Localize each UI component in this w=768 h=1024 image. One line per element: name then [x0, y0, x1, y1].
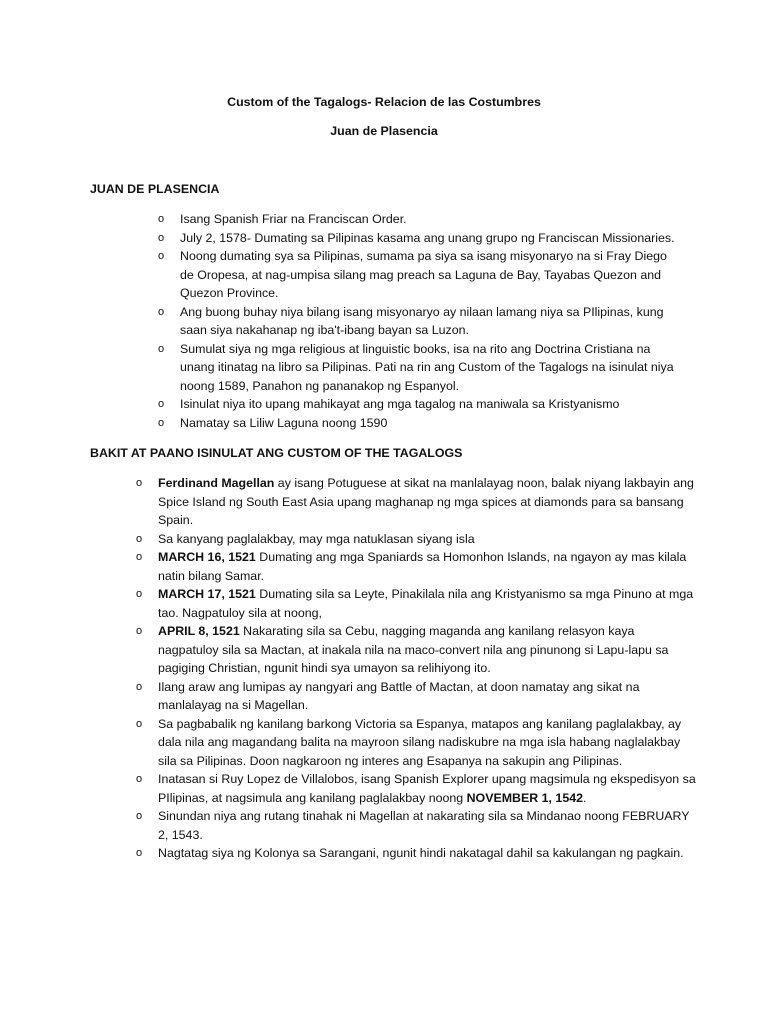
- list-item-text: Sa pagbabalik ng kanilang barkong Victoria sa Espanya, matapos ang kanilang paglalakbay, ay dala nila ang magandang balita na mayroon silang nadiskubre na mga isla habang naglalakbay sila sa Pilipinas. Doon nagkaroon ng interes ang Esapanya na sakupin ang Pilipinas.: [158, 716, 682, 768]
- list-item-bold-text: MARCH 17, 1521: [158, 587, 256, 601]
- bullet-icon: o: [158, 416, 165, 429]
- bullet-icon: o: [136, 551, 143, 563]
- list-item: [136, 770, 696, 807]
- bullet-icon: o: [158, 250, 165, 262]
- bullet-icon: o: [158, 398, 165, 410]
- list-item-text: Namatay sa Liliw Laguna noong 1590: [180, 415, 388, 430]
- list-item: [136, 678, 696, 715]
- list-item: [158, 395, 678, 414]
- bullet-list-bakit-at-paano: [136, 474, 696, 863]
- list-item-text: Isinulat niya ito upang mahikayat ang mga tagalog na maniwala sa Kristyanismo: [180, 397, 620, 411]
- list-item: [136, 585, 696, 622]
- list-item-text: Sumulat siya ng mga religious at linguistic books, isa na rito ang Doctrina Cristiana na unang itinatag na libro sa Pilipinas. Pati na rin ang Custom of the Tagalogs na isinulat niya noong 1589, Panahon ng pananakop ng Espanyol.: [180, 341, 674, 393]
- list-item-text-end: .: [583, 790, 587, 805]
- bullet-icon: o: [136, 625, 143, 637]
- bullet-icon: o: [136, 847, 143, 859]
- list-item-text: Nakarating sila sa Cebu, nagging maganda ang kanilang relasyon kaya nagpatuloy sila sa Mactan, at inakala nila na maco-convert nila ang pinunong si Lapu-lapu sa pagiging Christian, ngunit hindi sya umayon sa relihiyong ito.: [158, 624, 669, 675]
- list-item: [136, 715, 696, 771]
- bullet-icon: o: [136, 773, 143, 785]
- list-item: [136, 807, 696, 844]
- section-heading-juan-de-plasencia: JUAN DE PLASENCIA: [90, 182, 220, 196]
- list-item: [136, 622, 696, 678]
- list-item-text: Isang Spanish Friar na Franciscan Order.: [180, 212, 407, 226]
- list-item-text: Dumating ang mga Spaniards sa Homonhon Islands, na ngayon ay mas kilala natin bilang Samar.: [158, 550, 687, 583]
- bullet-icon: o: [136, 810, 143, 822]
- list-item: [136, 474, 696, 530]
- bullet-icon: o: [158, 231, 165, 244]
- list-item-text: July 2, 1578- Dumating sa Pilipinas kasama ang unang grupo ng Franciscan Missionaries.: [180, 230, 675, 245]
- bullet-icon: o: [136, 532, 143, 545]
- list-item-bold-text: NOVEMBER 1, 1542: [466, 790, 583, 805]
- list-item-text: Sinundan niya ang rutang tinahak ni Magellan at nakarating sila sa Mindanao noong FEBRUARY 2, 1543.: [158, 809, 690, 842]
- document-author: Juan de Plasencia: [330, 124, 438, 138]
- list-item: [136, 530, 696, 549]
- list-item-text: Ang buong buhay niya bilang isang misyonaryo ay nilaan lamang niya sa PIlipinas, kung saan siya nakahanap ng iba't-ibang bayan sa Luzon.: [180, 304, 664, 337]
- list-item: [136, 548, 696, 585]
- bullet-icon: o: [136, 680, 143, 693]
- list-item-bold-text: Ferdinand Magellan: [158, 476, 275, 490]
- list-item-text: Inatasan si Ruy Lopez de Villalobos, isang Spanish Explorer upang magsimula ng ekspedisyon sa PIlipinas, at nagsimula ang kanilang paglalakbay noong: [158, 772, 696, 805]
- section-heading-bakit-at-paano: BAKIT AT PAANO ISINULAT ANG CUSTOM OF THE TAGALOGS: [90, 446, 463, 460]
- list-item-bold-text: APRIL 8, 1521: [158, 624, 240, 638]
- list-item-text: Noong dumating sya sa Pilipinas, sumama pa siya sa isang misyonaryo na si Fray Diego de Oropesa, at nag-umpisa silang mag preach sa Laguna de Bay, Tayabas Quezon and Quezon Province.: [180, 249, 667, 300]
- bullet-icon: o: [136, 588, 143, 600]
- bullet-list-juan-de-plasencia: [158, 210, 678, 432]
- list-item: [158, 303, 678, 340]
- list-item-text: Sa kanyang paglalakbay, may mga natuklasan siyang isla: [158, 531, 475, 546]
- list-item-text: ay isang Potuguese at sikat na manlalayag noon, balak niyang lakbayin ang Spice Island ng South East Asia upang maghanap ng mga spices at diamonds para sa bansang Spain.: [158, 476, 694, 527]
- bullet-icon: o: [158, 305, 165, 318]
- list-item-text: Dumating sila sa Leyte, Pinakilala nila ang Kristyanismo sa mga Pinuno at mga tao. Nagpatuloy sila at noong,: [158, 587, 694, 620]
- bullet-icon: o: [136, 477, 143, 489]
- list-item: [158, 340, 678, 396]
- list-item: [158, 247, 678, 303]
- list-item: [158, 229, 678, 248]
- list-item: [158, 210, 678, 229]
- list-item: [158, 414, 678, 433]
- list-item-text: Nagtatag siya ng Kolonya sa Sarangani, ngunit hindi nakatagal dahil sa kakulangan ng pagkain.: [158, 846, 684, 860]
- list-item-text: Ilang araw ang lumipas ay nangyari ang Battle of Mactan, at doon namatay ang sikat na manlalayag na si Magellan.: [158, 679, 640, 712]
- document-title: Custom of the Tagalogs- Relacion de las Costumbres: [227, 95, 541, 109]
- bullet-icon: o: [158, 342, 165, 355]
- list-item-bold-text: MARCH 16, 1521: [158, 550, 256, 564]
- list-item: [136, 844, 696, 863]
- bullet-icon: o: [158, 213, 165, 225]
- bullet-icon: o: [136, 717, 143, 730]
